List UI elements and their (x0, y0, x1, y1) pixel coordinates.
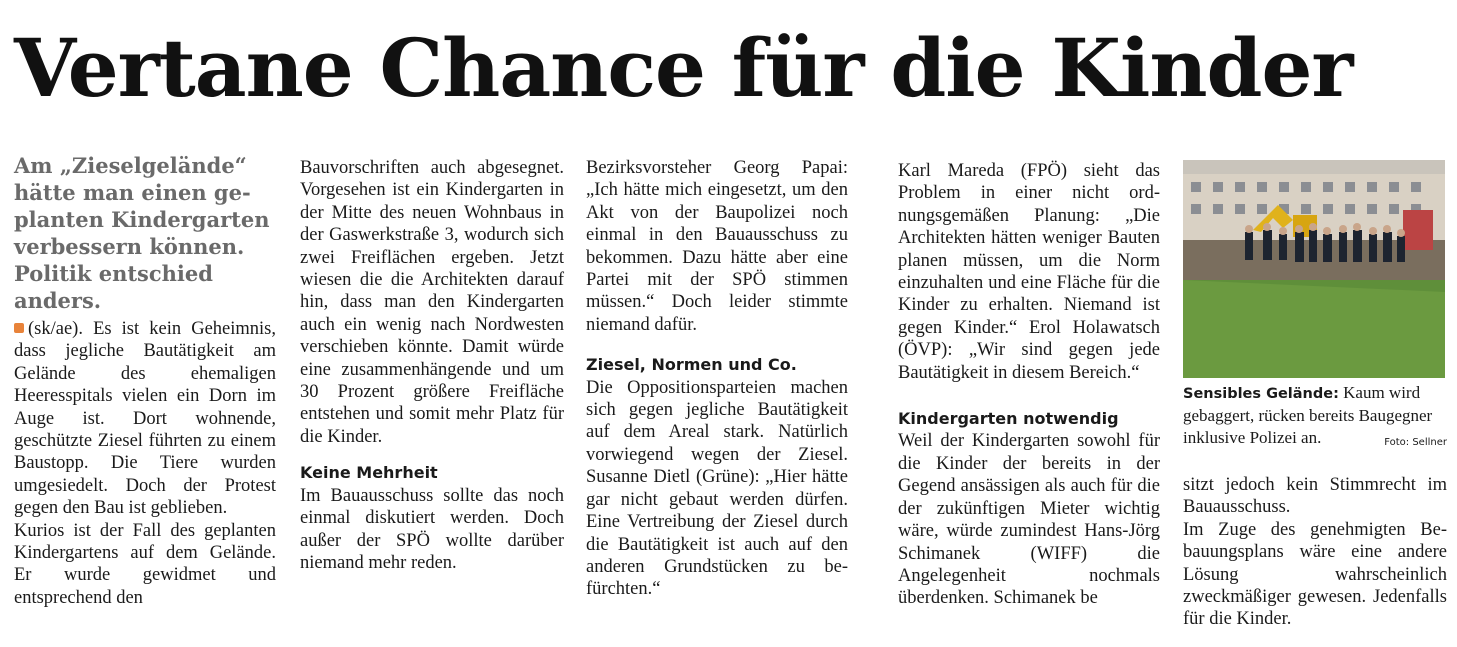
column-1 (14, 318, 276, 609)
column-3 (586, 157, 848, 601)
subheading-ziesel: Ziesel, Normen und Co. (586, 355, 797, 375)
subheading-keine-mehrheit: Keine Mehrheit (300, 463, 438, 483)
column-4 (898, 160, 1160, 610)
source-bullet-icon (14, 323, 24, 333)
caption-text: Kaum wird gebaggert, rücken bereits Baugegner inklusive Polizei an. (1183, 383, 1433, 447)
column-5-paragraph-1: sitzt jedoch kein Stimmrecht im Bauausschuss. (1183, 475, 1447, 518)
column-5-paragraph-2: Im Zuge des genehmigten Bebauungsplans wäre eine andere Lösung wahrscheinlich zweckmäßiger gewesen. Jedenfalls für die Kinder. (1183, 519, 1447, 630)
column-2 (300, 157, 564, 574)
column-2-paragraph-2: Im Bauausschuss sollte das noch einmal diskutiert werden. Doch außer der SPÖ wollte darüber niemand mehr reden. (300, 485, 564, 573)
column-1-paragraph-1: (sk/ae). Es ist kein Geheimnis, dass jegliche Bautätigkeit am Gelände des ehemaligen Heeresspitals vielen ein Dorn im Auge ist. Dort wohnende, geschützte Ziesel führten zu einem Baustopp. Die Tiere wurden umgesiedelt. Doch der Protest gegen den Bau ist geblieben. (14, 319, 276, 519)
column-4-paragraph-2: Weil der Kindergarten sowohl für die Kinder der bereits in der Gegend ansässigen als auch für die der zukünftigen Mieter wichtig wäre, würde zumindest Hans-Jörg Schimanek (WIFF) die Angelegenheit nochmals überdenken. Schimanek be (898, 431, 1160, 609)
headline: Vertane Chance für die Kinder (14, 21, 1353, 115)
subheading-kindergarten: Kindergarten notwendig (898, 409, 1119, 429)
lead-text: Am „Zieselgelände“ hätte man einen geplanten Kindergarten verbessern können. Politik entschied anders. (14, 153, 270, 313)
column-2-paragraph-1: Bauvorschriften auch abgesegnet. Vorgesehen ist ein Kindergarten in der Mitte des neuen Wohnbaus in der Gaswerkstraße 3, wodurch sich zwei Freiflächen ergeben. Jetzt wiesen die die Architekten darauf hin, dass man den Kindergarten auch ein wenig nach Nordwesten verschieben könnte. Damit würde eine zusammenhängende und um 30 Prozent größere Freifläche entstehen und somit mehr Platz für die Kinder. (300, 158, 564, 447)
photo-credit: Foto: Sellner (1384, 437, 1447, 448)
column-3-paragraph-2: Die Oppositionsparteien machen sich gegen jegliche Bautätigkeit auf dem Areal stark. Natürlich vorwiegend wegen der Ziesel. Susanne Dietl (Grüne): „Hier hätte gar nicht gebaut werden dürfen. Eine Vertreibung der Ziesel durch die Bautätigkeit ist auch auf den anderen Grundstücken zu befürchten.“ (586, 377, 848, 600)
photo-illustration (1183, 160, 1445, 378)
column-1-paragraph-2: Kurios ist der Fall des geplanten Kindergartens auf dem Gelände. Er wurde gewidmet und entsprechend den (14, 520, 276, 608)
column-3-paragraph-1: Bezirksvorsteher Georg Papai: „Ich hätte mich eingesetzt, um den Akt von der Baupolizei noch einmal in den Bauausschuss zu bekommen. Dazu hätte aber eine Partei mit der SPÖ stimmen müssen.“ Doch leider stimmte niemand dafür. (586, 158, 848, 335)
column-4-paragraph-1: Karl Mareda (FPÖ) sieht das Problem in einer nicht ordnungsgemäßen Planung: „Die Architekten hätten weniger Bauten planen müssen, um die Norm einzuhalten und eine Fläche für die Kinder zu erhalten. Niemand ist gegen Kinder.“ Erol Holawatsch (ÖVP): „Wir sind gegen jede Bautätigkeit in diesem Bereich.“ (898, 161, 1160, 383)
column-5 (1183, 474, 1447, 631)
construction-site-photo (1183, 160, 1445, 378)
caption-bold: Sensibles Gelände: (1183, 386, 1339, 402)
photo-caption (1183, 382, 1447, 454)
